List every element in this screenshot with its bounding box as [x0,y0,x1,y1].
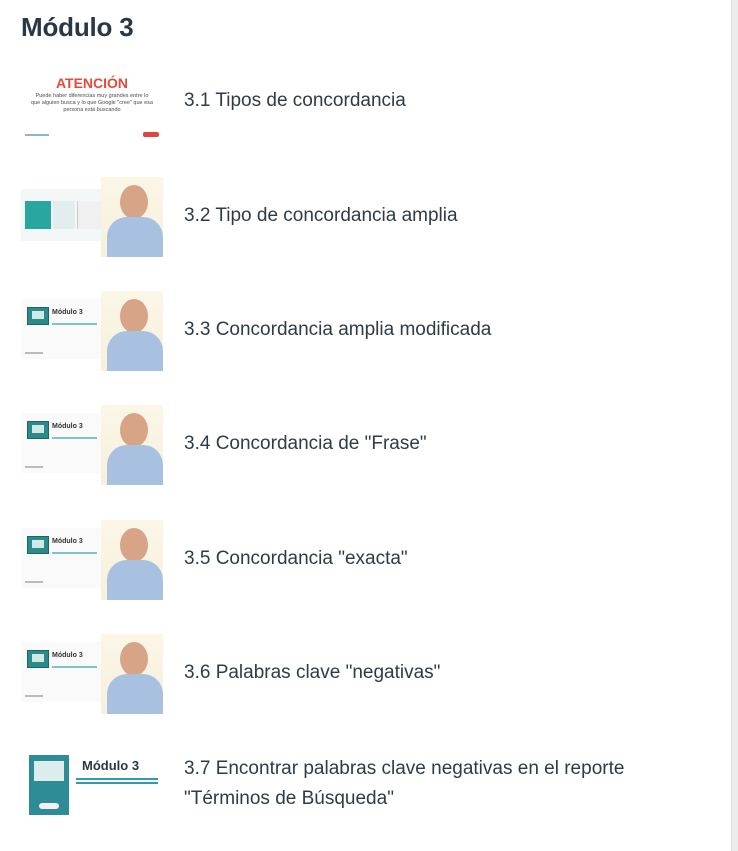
module-title: Módulo 3 [21,12,134,42]
logo-icon [143,132,159,137]
lesson-thumbnail[interactable] [21,177,163,257]
monitor-icon [27,536,49,554]
slide-label: Módulo 3 [52,423,83,430]
lesson-title[interactable]: 3.1 Tipos de concordancia [184,90,406,111]
lesson-title[interactable]: 3.4 Concordancia de "Frase" [184,433,427,454]
monitor-icon [27,650,49,668]
module-cover-icon [29,755,69,815]
lesson-item[interactable] [0,634,728,714]
slide-table-preview [21,189,105,241]
lesson-item[interactable] [0,750,728,830]
slide-preview [21,413,106,473]
slide-label: Módulo 3 [52,652,83,659]
lesson-title[interactable]: 3.2 Tipo de concordancia amplia [184,205,458,226]
presenter-image [101,520,163,600]
slide-label: Módulo 3 [52,538,83,545]
presenter-image [101,405,163,485]
presenter-image [101,291,163,371]
slide-preview [21,528,106,588]
lesson-title[interactable]: 3.3 Concordancia amplia modificada [184,319,492,340]
lesson-title[interactable]: 3.7 Encontrar palabras clave negativas en el reporte "Términos de Búsqueda" [184,758,625,809]
lesson-thumbnail[interactable] [21,291,163,371]
lesson-thumbnail[interactable] [21,520,163,600]
lesson-thumbnail[interactable] [21,634,163,714]
presenter-image [101,177,163,257]
slide-label: Módulo 3 [82,758,140,773]
thumbnail-heading: ATENCIÓN [55,75,129,91]
lesson-item[interactable] [0,520,728,600]
lesson-title[interactable]: 3.5 Concordancia "exacta" [184,548,408,569]
monitor-icon [27,421,49,439]
thumbnail-footer [25,134,49,136]
lesson-item[interactable] [0,291,728,371]
slide-preview [21,299,106,359]
lesson-thumbnail[interactable] [21,62,163,142]
lesson-item[interactable] [0,177,728,257]
lesson-item[interactable] [0,405,728,485]
lesson-title[interactable]: 3.6 Palabras clave "negativas" [184,662,441,683]
presenter-image [101,634,163,714]
monitor-icon [27,307,49,325]
lesson-item[interactable] [0,62,728,142]
lesson-thumbnail[interactable] [21,750,163,830]
thumbnail-text: Puede haber diferencias muy grandes entre lo que alguien busca y lo que Google "cree" que esa persona está buscando [31,93,153,113]
scrollbar[interactable] [731,0,738,851]
lesson-thumbnail[interactable] [21,405,163,485]
slide-preview [21,642,106,702]
slide-label: Módulo 3 [52,309,83,316]
